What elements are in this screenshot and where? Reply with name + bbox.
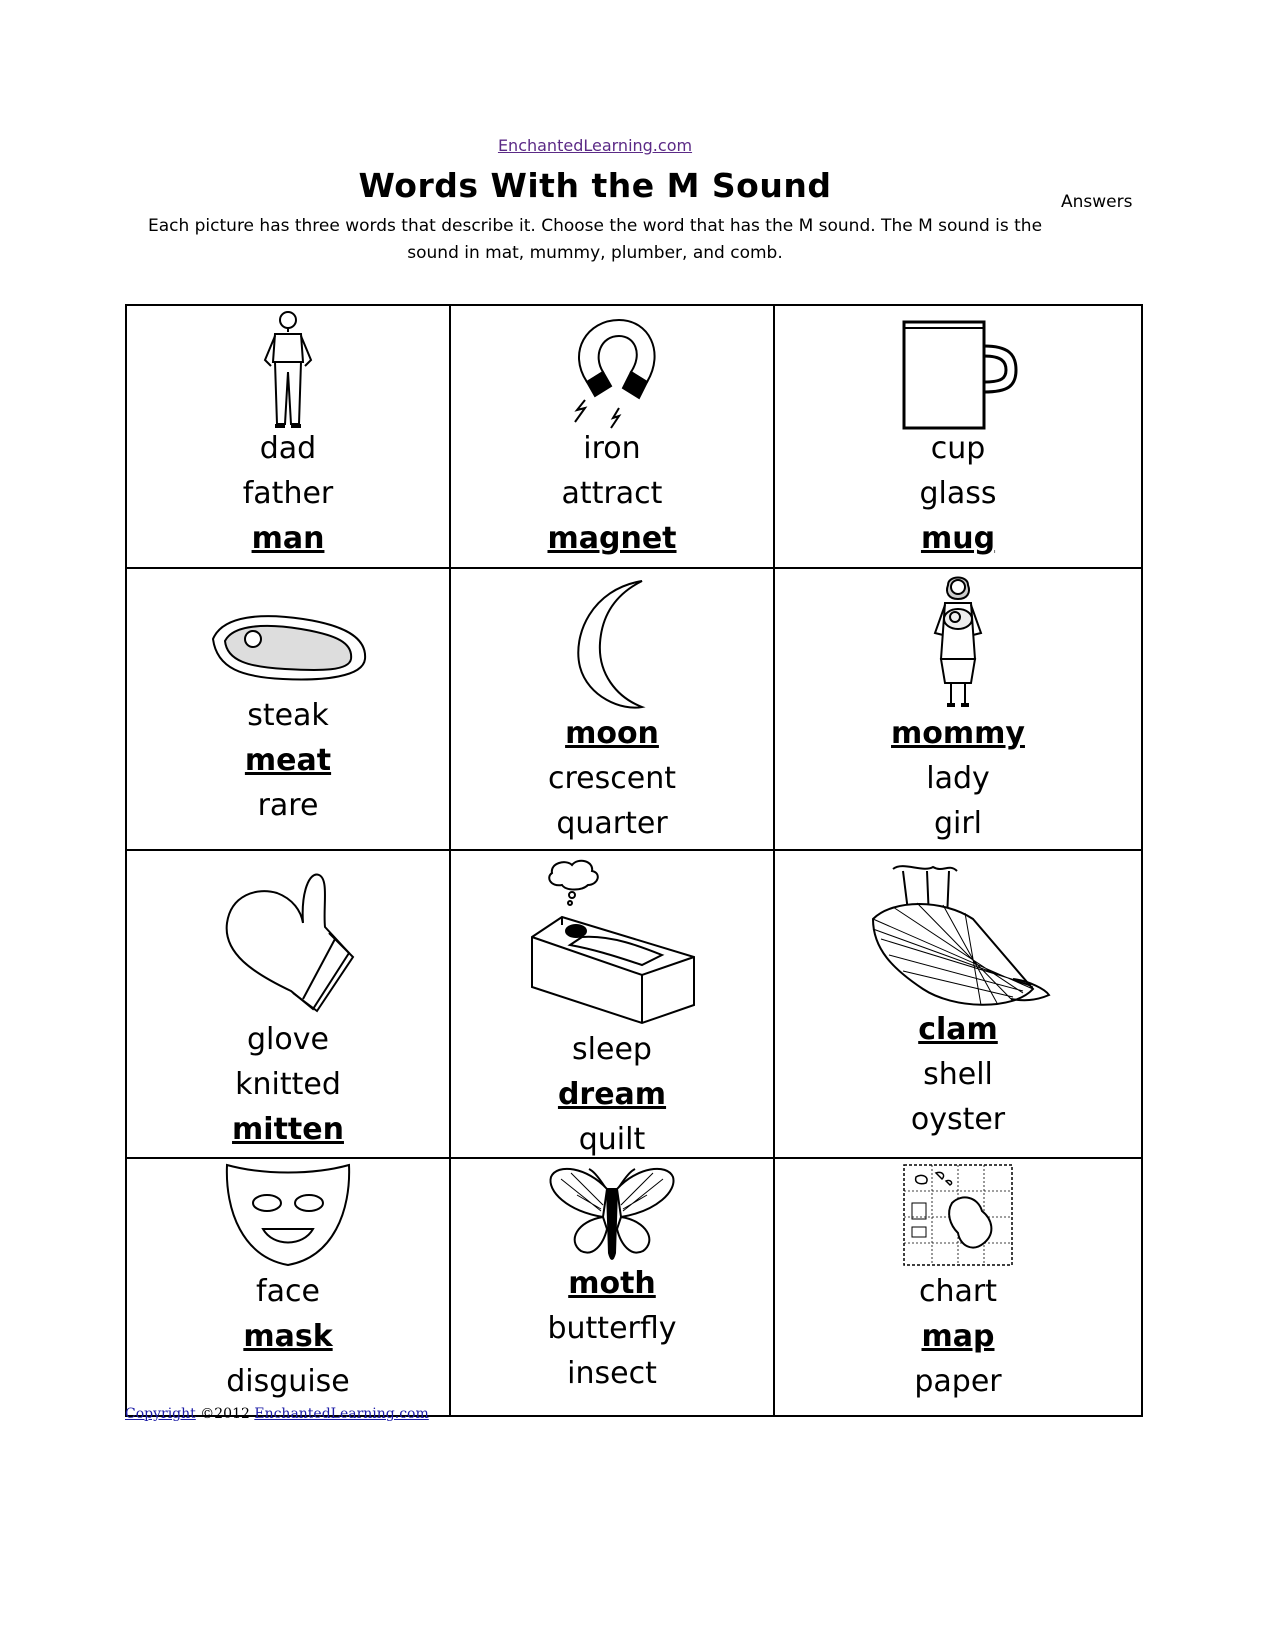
footer-site-link[interactable]: EnchantedLearning.com — [254, 1406, 429, 1422]
magnet-icon — [451, 312, 773, 434]
moon-icon — [451, 575, 773, 715]
instructions: Each picture has three words that describe it. Choose the word that has the M sound. The M sound is the sound in mat, mummy, plumber, and comb. — [147, 216, 1043, 263]
map-icon — [775, 1163, 1141, 1267]
word-option: iron — [583, 431, 641, 466]
copyright-link[interactable]: Copyright — [125, 1406, 196, 1422]
word-option: insect — [567, 1356, 657, 1391]
copyright-year: ©2012 — [200, 1406, 250, 1422]
answer-word: mitten — [232, 1112, 344, 1147]
answer-word: dream — [557, 1077, 667, 1112]
cell-map — [774, 1158, 1142, 1416]
cell-man — [126, 305, 450, 568]
answer-word: mask — [243, 1319, 333, 1354]
word-option: crescent — [548, 761, 676, 796]
answer-word: mug — [920, 521, 996, 556]
cell-mug — [774, 305, 1142, 568]
word-option: quarter — [556, 806, 668, 841]
cell-magnet — [450, 305, 774, 568]
word-option: lady — [926, 761, 990, 796]
moth-icon — [451, 1165, 773, 1265]
cell-mask — [126, 1158, 450, 1416]
worksheet-grid — [125, 304, 1143, 1417]
answer-word: clam — [918, 1012, 998, 1047]
cell-moon — [450, 568, 774, 850]
cell-clam — [774, 850, 1142, 1158]
answer-word: moth — [568, 1266, 656, 1301]
page-title: Words With the M Sound — [358, 166, 832, 205]
word-option: paper — [914, 1364, 1002, 1399]
cell-moth — [450, 1158, 774, 1416]
word-option: steak — [247, 698, 329, 733]
steak-icon — [127, 609, 449, 689]
cell-dream — [450, 850, 774, 1158]
site-link[interactable]: EnchantedLearning.com — [497, 136, 693, 155]
answers-label: Answers — [1061, 192, 1133, 212]
footer — [125, 1406, 429, 1422]
cell-steak — [126, 568, 450, 850]
word-option: rare — [257, 788, 319, 823]
mommy-icon — [775, 573, 1141, 713]
answer-word: meat — [244, 743, 332, 778]
dream-icon — [451, 855, 773, 1025]
word-option: knitted — [235, 1067, 341, 1102]
word-option: oyster — [910, 1102, 1006, 1137]
man-icon — [127, 310, 449, 432]
cell-mitten — [126, 850, 450, 1158]
word-option: father — [242, 476, 334, 511]
word-option: sleep — [572, 1032, 652, 1067]
mitten-icon — [127, 863, 449, 1013]
answer-word: moon — [565, 716, 659, 751]
answer-word: mommy — [891, 716, 1025, 751]
clam-icon — [775, 859, 1141, 1019]
word-option: quilt — [578, 1122, 646, 1157]
answer-word: man — [251, 521, 325, 556]
word-option: glass — [919, 476, 997, 511]
word-option: face — [256, 1274, 320, 1309]
mug-icon — [775, 312, 1141, 436]
word-option: glove — [247, 1022, 329, 1057]
word-option: girl — [933, 806, 983, 841]
word-option: disguise — [226, 1364, 350, 1399]
word-option: shell — [923, 1057, 993, 1092]
word-option: dad — [259, 431, 317, 466]
word-option: attract — [561, 476, 663, 511]
answer-word: map — [921, 1319, 995, 1354]
answer-word: magnet — [547, 521, 677, 556]
word-option: butterfly — [547, 1311, 677, 1346]
word-option: cup — [930, 431, 986, 466]
word-option: chart — [919, 1274, 997, 1309]
mask-icon — [127, 1161, 449, 1269]
cell-mommy — [774, 568, 1142, 850]
